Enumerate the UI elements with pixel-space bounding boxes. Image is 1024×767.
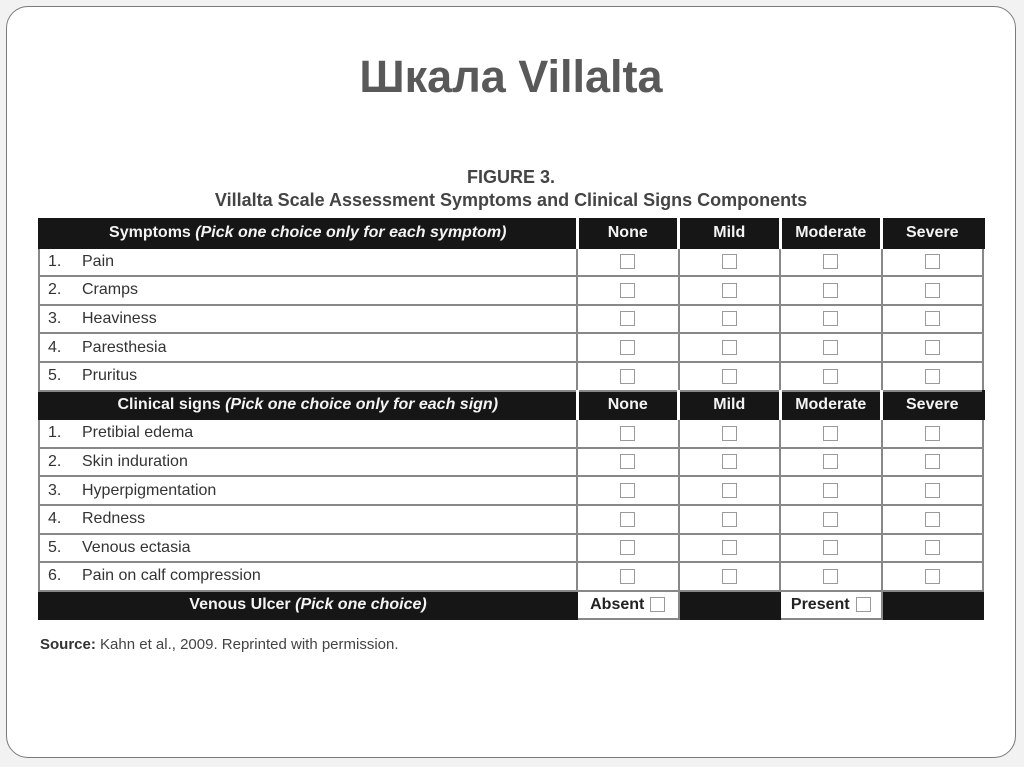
checkbox-cell-moderate <box>780 505 882 534</box>
checkbox-cell-moderate <box>780 476 882 505</box>
item-number: 2. <box>48 453 62 471</box>
checkbox-cell-moderate <box>780 562 882 591</box>
checkbox-cell-none <box>577 476 679 505</box>
table-row <box>39 248 983 277</box>
present-label: Present <box>790 596 850 614</box>
table-row <box>39 505 983 534</box>
column-header-mild: Mild <box>679 219 781 248</box>
severe-checkbox[interactable] <box>925 483 940 498</box>
checkbox-cell-mild <box>679 562 781 591</box>
none-checkbox[interactable] <box>620 512 635 527</box>
item-label: Pain on calf compression <box>82 567 261 585</box>
checkbox-cell-mild <box>679 534 781 563</box>
item-number: 2. <box>48 281 62 299</box>
item-cell <box>39 362 577 391</box>
column-header-mild: Mild <box>679 391 781 420</box>
item-cell <box>39 476 577 505</box>
column-header-severe: Severe <box>882 219 984 248</box>
moderate-checkbox[interactable] <box>823 454 838 469</box>
severe-checkbox[interactable] <box>925 311 940 326</box>
item-label: Pruritus <box>82 367 138 385</box>
item-cell <box>39 534 577 563</box>
checkbox-cell-none <box>577 276 679 305</box>
checkbox-cell-mild <box>679 419 781 448</box>
item-cell <box>39 448 577 477</box>
column-header-severe: Severe <box>882 391 984 420</box>
item-number: 5. <box>48 367 62 385</box>
mild-checkbox[interactable] <box>722 369 737 384</box>
symptoms-title: Symptoms <box>109 224 191 242</box>
column-header-none: None <box>577 391 679 420</box>
table-row <box>39 448 983 477</box>
checkbox-cell-mild <box>679 505 781 534</box>
severe-checkbox[interactable] <box>925 426 940 441</box>
checkbox-cell-severe <box>882 362 984 391</box>
item-number: 1. <box>48 424 62 442</box>
table-row <box>39 362 983 391</box>
moderate-checkbox[interactable] <box>823 369 838 384</box>
checkbox-cell-moderate <box>780 534 882 563</box>
item-cell <box>39 505 577 534</box>
checkbox-cell-none <box>577 248 679 277</box>
none-checkbox[interactable] <box>620 254 635 269</box>
checkbox-cell-none <box>577 419 679 448</box>
venous-ulcer-title: Venous Ulcer <box>189 596 291 614</box>
item-number: 5. <box>48 538 62 556</box>
none-checkbox[interactable] <box>620 426 635 441</box>
checkbox-cell-mild <box>679 362 781 391</box>
item-label: Heaviness <box>82 310 157 328</box>
absent-label: Absent <box>590 596 645 614</box>
present-checkbox[interactable] <box>856 597 871 612</box>
table-row <box>39 534 983 563</box>
item-cell <box>39 562 577 591</box>
item-cell <box>39 419 577 448</box>
none-checkbox[interactable] <box>620 569 635 584</box>
villalta-table <box>38 218 985 620</box>
mild-checkbox[interactable] <box>722 512 737 527</box>
item-cell <box>39 305 577 334</box>
checkbox-cell-severe <box>882 305 984 334</box>
venous-ulcer-present-option[interactable] <box>780 591 882 620</box>
moderate-checkbox[interactable] <box>823 512 838 527</box>
checkbox-cell-none <box>577 534 679 563</box>
column-header-moderate: Moderate <box>780 219 882 248</box>
checkbox-cell-moderate <box>780 305 882 334</box>
item-label: Skin induration <box>82 453 188 471</box>
venous-ulcer-header <box>39 591 577 620</box>
checkbox-cell-none <box>577 305 679 334</box>
severe-checkbox[interactable] <box>925 569 940 584</box>
checkbox-cell-moderate <box>780 333 882 362</box>
mild-checkbox[interactable] <box>722 454 737 469</box>
checkbox-cell-none <box>577 362 679 391</box>
symptoms-note: (Pick one choice only for each symptom) <box>195 224 507 242</box>
figure-caption: Villalta Scale Assessment Symptoms and Clinical Signs Components <box>214 190 808 210</box>
item-cell <box>39 248 577 277</box>
checkbox-cell-severe <box>882 505 984 534</box>
checkbox-cell-moderate <box>780 248 882 277</box>
clinical-signs-header-row <box>39 391 983 420</box>
severe-checkbox[interactable] <box>925 254 940 269</box>
none-checkbox[interactable] <box>620 283 635 298</box>
table-row <box>39 419 983 448</box>
venous-ulcer-filler <box>882 591 984 620</box>
none-checkbox[interactable] <box>620 369 635 384</box>
checkbox-cell-severe <box>882 476 984 505</box>
table-row <box>39 276 983 305</box>
checkbox-cell-severe <box>882 248 984 277</box>
table-row <box>39 333 983 362</box>
checkbox-cell-severe <box>882 534 984 563</box>
moderate-checkbox[interactable] <box>823 340 838 355</box>
checkbox-cell-none <box>577 448 679 477</box>
venous-ulcer-filler <box>679 591 781 620</box>
mild-checkbox[interactable] <box>722 340 737 355</box>
source-text: Kahn et al., 2009. Reprinted with permission. <box>100 636 399 653</box>
mild-checkbox[interactable] <box>722 283 737 298</box>
item-label: Venous ectasia <box>82 538 191 556</box>
severe-checkbox[interactable] <box>925 340 940 355</box>
slide-title: Шкала Villalta <box>359 51 663 102</box>
checkbox-cell-moderate <box>780 276 882 305</box>
symptoms-header-row <box>39 219 983 248</box>
none-checkbox[interactable] <box>620 311 635 326</box>
moderate-checkbox[interactable] <box>823 426 838 441</box>
source-note <box>40 636 399 653</box>
table-row <box>39 305 983 334</box>
checkbox-cell-mild <box>679 448 781 477</box>
checkbox-cell-none <box>577 505 679 534</box>
none-checkbox[interactable] <box>620 340 635 355</box>
source-prefix: Source: <box>40 636 96 653</box>
mild-checkbox[interactable] <box>722 426 737 441</box>
checkbox-cell-none <box>577 562 679 591</box>
table-row <box>39 562 983 591</box>
item-label: Hyperpigmentation <box>82 481 217 499</box>
mild-checkbox[interactable] <box>722 483 737 498</box>
moderate-checkbox[interactable] <box>823 311 838 326</box>
item-label: Pretibial edema <box>82 424 194 442</box>
mild-checkbox[interactable] <box>722 569 737 584</box>
mild-checkbox[interactable] <box>722 540 737 555</box>
checkbox-cell-moderate <box>780 448 882 477</box>
severe-checkbox[interactable] <box>925 369 940 384</box>
checkbox-cell-severe <box>882 276 984 305</box>
checkbox-cell-mild <box>679 305 781 334</box>
item-number: 3. <box>48 310 62 328</box>
none-checkbox[interactable] <box>620 483 635 498</box>
moderate-checkbox[interactable] <box>823 569 838 584</box>
mild-checkbox[interactable] <box>722 311 737 326</box>
clinical-signs-title: Clinical signs <box>117 395 221 413</box>
checkbox-cell-mild <box>679 248 781 277</box>
absent-checkbox[interactable] <box>650 597 665 612</box>
item-label: Redness <box>82 510 146 528</box>
severe-checkbox[interactable] <box>925 283 940 298</box>
item-number: 4. <box>48 510 62 528</box>
clinical-signs-header <box>39 391 577 420</box>
item-number: 6. <box>48 567 62 585</box>
venous-ulcer-row <box>39 591 983 620</box>
column-header-moderate: Moderate <box>780 391 882 420</box>
venous-ulcer-note: (Pick one choice) <box>295 596 427 614</box>
item-cell <box>39 333 577 362</box>
moderate-checkbox[interactable] <box>823 254 838 269</box>
item-number: 1. <box>48 252 62 270</box>
table-row <box>39 476 983 505</box>
clinical-signs-note: (Pick one choice only for each sign) <box>225 395 499 413</box>
severe-checkbox[interactable] <box>925 512 940 527</box>
checkbox-cell-mild <box>679 476 781 505</box>
checkbox-cell-severe <box>882 562 984 591</box>
none-checkbox[interactable] <box>620 540 635 555</box>
moderate-checkbox[interactable] <box>823 283 838 298</box>
checkbox-cell-severe <box>882 333 984 362</box>
checkbox-cell-severe <box>882 448 984 477</box>
checkbox-cell-mild <box>679 276 781 305</box>
severe-checkbox[interactable] <box>925 540 940 555</box>
item-number: 3. <box>48 481 62 499</box>
mild-checkbox[interactable] <box>722 254 737 269</box>
checkbox-cell-none <box>577 333 679 362</box>
item-number: 4. <box>48 338 62 356</box>
symptoms-rows <box>39 248 983 391</box>
moderate-checkbox[interactable] <box>823 483 838 498</box>
checkbox-cell-moderate <box>780 419 882 448</box>
item-cell <box>39 276 577 305</box>
severe-checkbox[interactable] <box>925 454 940 469</box>
item-label: Pain <box>82 252 115 270</box>
item-label: Cramps <box>82 281 139 299</box>
figure-label: FIGURE 3. <box>466 167 555 187</box>
item-label: Paresthesia <box>82 338 167 356</box>
checkbox-cell-severe <box>882 419 984 448</box>
checkbox-cell-mild <box>679 333 781 362</box>
clinical-signs-rows <box>39 419 983 591</box>
moderate-checkbox[interactable] <box>823 540 838 555</box>
column-header-none: None <box>577 219 679 248</box>
checkbox-cell-moderate <box>780 362 882 391</box>
venous-ulcer-absent-option[interactable] <box>577 591 679 620</box>
symptoms-header <box>39 219 577 248</box>
none-checkbox[interactable] <box>620 454 635 469</box>
